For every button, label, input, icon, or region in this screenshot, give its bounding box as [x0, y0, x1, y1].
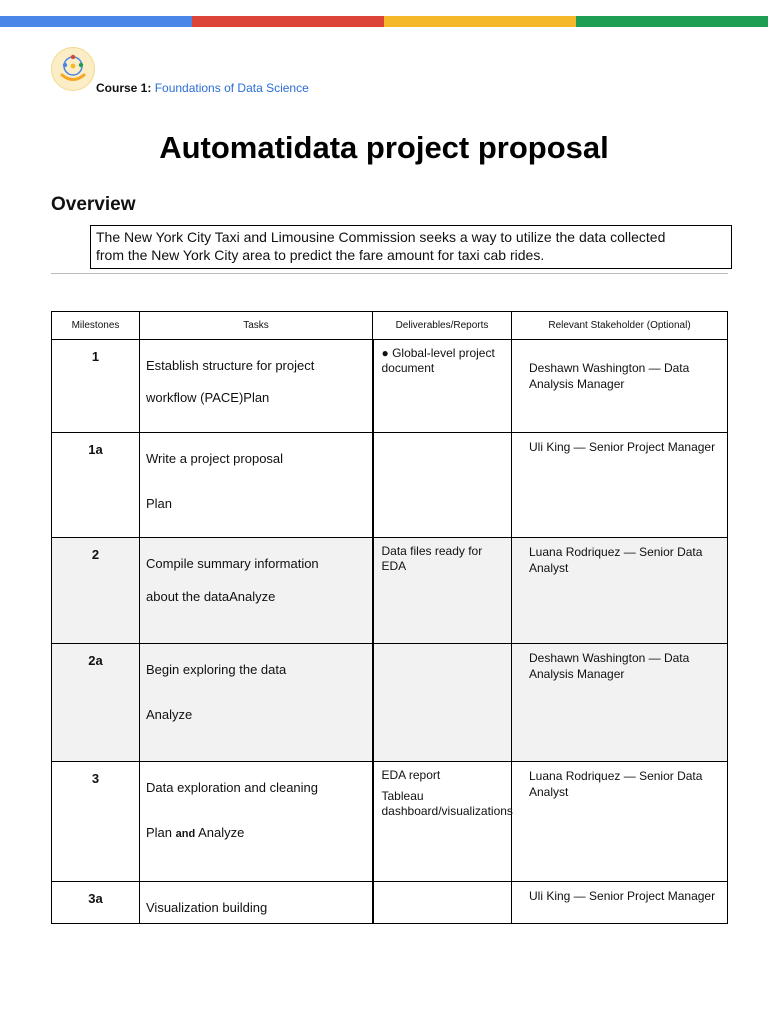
task-phase-text: workflow (PACE)Plan	[146, 390, 270, 405]
color-bar-yellow	[384, 16, 576, 27]
task-text: Compile summary information	[146, 556, 319, 571]
stakeholder-cell: Deshawn Washington — Data Analysis Manager	[512, 644, 728, 762]
deliverables-cell	[373, 433, 512, 538]
column-header-milestones: Milestones	[52, 312, 140, 340]
table-row	[52, 882, 728, 924]
task-phase-text: Plan	[146, 496, 173, 511]
column-header-tasks: Tasks	[140, 312, 373, 340]
stakeholder-cell: Uli King — Senior Project Manager	[512, 882, 728, 924]
task-text: Establish structure for project	[146, 358, 315, 373]
course-title-line	[96, 81, 309, 95]
overview-text-line-2: from the New York City area to predict the fare amount for taxi cab rides.	[96, 247, 545, 263]
task-phase-and: and	[175, 828, 196, 840]
task-cell	[140, 433, 373, 538]
table-row	[52, 433, 728, 538]
task-text: Write a project proposal	[146, 451, 284, 466]
task-phase-text: about the dataAnalyze	[146, 589, 276, 604]
milestone-cell: 3a	[52, 882, 140, 924]
color-bar-red	[192, 16, 384, 27]
deliverables-cell	[373, 762, 512, 882]
course-prefix: Course 1:	[96, 81, 155, 95]
milestone-cell: 2	[52, 538, 140, 644]
deliverable-item: EDA report	[381, 768, 441, 782]
task-text: Data exploration and cleaning	[146, 780, 319, 795]
course-name-link[interactable]: Foundations of Data Science	[154, 81, 309, 95]
task-phase-text: Analyze	[146, 707, 193, 722]
color-bar-green	[576, 16, 768, 27]
document-title: Automatidata project proposal	[159, 130, 609, 165]
milestone-cell: 1	[52, 340, 140, 433]
deliverable-item: ● Global-level project document	[381, 346, 495, 375]
table-row	[52, 762, 728, 882]
task-phase-analyze: Analyze	[195, 825, 245, 840]
overview-text-box	[90, 225, 732, 269]
milestone-cell: 2a	[52, 644, 140, 762]
milestone-cell: 1a	[52, 433, 140, 538]
task-cell	[140, 762, 373, 882]
task-cell	[140, 340, 373, 433]
task-cell	[140, 538, 373, 644]
task-phase-plan: Plan	[146, 825, 176, 840]
column-header-deliverables: Deliverables/Reports	[373, 312, 512, 340]
table-row	[52, 340, 728, 433]
stakeholder-cell: Luana Rodriquez — Senior Data Analyst	[512, 762, 728, 882]
deliverables-cell	[373, 644, 512, 762]
task-phase-text	[146, 823, 366, 844]
header-color-bar	[0, 16, 768, 27]
task-text: Begin exploring the data	[146, 662, 287, 677]
deliverables-cell	[373, 538, 512, 644]
task-cell	[140, 882, 373, 924]
table-header-row	[52, 312, 728, 340]
section-divider	[51, 273, 728, 274]
deliverable-item: Data files ready for EDA	[381, 544, 483, 573]
deliverables-cell	[373, 340, 512, 433]
stakeholder-cell: Deshawn Washington — Data Analysis Manager	[512, 340, 728, 433]
milestone-cell: 3	[52, 762, 140, 882]
stakeholder-cell: Luana Rodriquez — Senior Data Analyst	[512, 538, 728, 644]
table-row	[52, 644, 728, 762]
overview-heading: Overview	[51, 194, 136, 215]
color-bar-blue	[0, 16, 192, 27]
stakeholder-cell: Uli King — Senior Project Manager	[512, 433, 728, 538]
course-logo-icon	[51, 47, 95, 91]
deliverables-cell	[373, 882, 512, 924]
task-text: Visualization building	[146, 900, 268, 915]
column-header-stakeholder: Relevant Stakeholder (Optional)	[512, 312, 728, 340]
table-row	[52, 538, 728, 644]
deliverable-item: Tableau dashboard/visualizations	[381, 789, 513, 818]
task-cell	[140, 644, 373, 762]
overview-text-line-1: The New York City Taxi and Limousine Commission seeks a way to utilize the data collected	[96, 229, 666, 245]
milestones-table	[51, 311, 728, 924]
